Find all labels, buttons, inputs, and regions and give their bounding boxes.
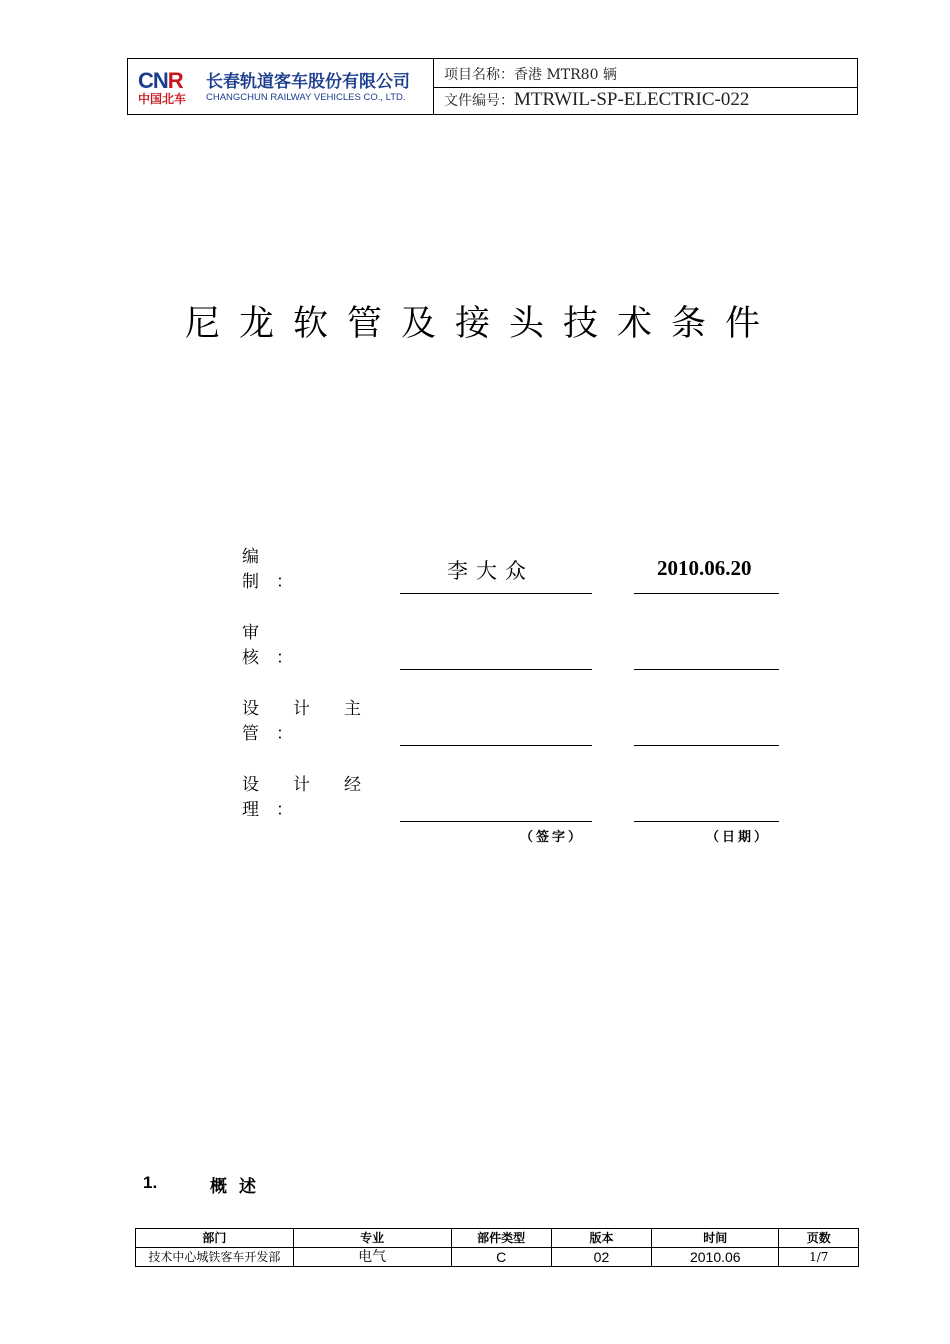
document-header xyxy=(127,58,858,115)
logo-company-cn: 长春轨道客车股份有限公司 xyxy=(206,72,410,92)
value-specialty: 电气 xyxy=(293,1248,451,1267)
signature-line xyxy=(400,669,592,670)
document-title: 尼龙软管及接头技术条件 xyxy=(184,304,779,344)
value-time: 2010.06 xyxy=(652,1248,779,1267)
date-line xyxy=(634,745,779,746)
header-version: 版本 xyxy=(551,1229,651,1248)
table-header-row xyxy=(136,1229,859,1248)
date-line xyxy=(634,669,779,670)
section-title: 概述 xyxy=(210,1177,268,1197)
section-number: 1. xyxy=(143,1173,158,1192)
company-logo xyxy=(128,59,434,114)
footer-info-table xyxy=(135,1228,859,1267)
project-value: 香港 MTR80 辆 xyxy=(514,67,617,83)
value-version: 02 xyxy=(551,1248,651,1267)
docno-value: MTRWIL-SP-ELECTRIC-022 xyxy=(514,89,750,110)
signature-line xyxy=(400,821,592,822)
date-line xyxy=(634,593,779,594)
date-caption: （日期） xyxy=(706,830,771,845)
sign-caption: （签字） xyxy=(520,830,585,845)
logo-cn-short: 中国北车 xyxy=(138,92,187,106)
header-specialty: 专业 xyxy=(293,1229,451,1248)
value-pages: 1/7 xyxy=(779,1248,859,1267)
header-part-type: 部件类型 xyxy=(451,1229,551,1248)
compiler-name: 李大众 xyxy=(447,559,534,583)
signature-line xyxy=(400,593,592,594)
header-time: 时间 xyxy=(652,1229,779,1248)
signature-line xyxy=(400,745,592,746)
compiler-date: 2010.06.20 xyxy=(657,556,752,580)
document-number-cell xyxy=(434,87,857,114)
project-name-cell xyxy=(434,59,857,88)
project-label: 项目名称： xyxy=(444,67,514,83)
value-department: 技术中心城铁客车开发部 xyxy=(136,1248,294,1267)
header-pages: 页数 xyxy=(779,1229,859,1248)
value-part-type: C xyxy=(451,1248,551,1267)
logo-company-en: CHANGCHUN RAILWAY VEHICLES CO., LTD. xyxy=(206,92,406,103)
cnr-logo-mark: CNR xyxy=(138,68,183,93)
docno-label: 文件编号： xyxy=(444,93,514,109)
header-department: 部门 xyxy=(136,1229,294,1248)
date-line xyxy=(634,821,779,822)
table-row xyxy=(136,1248,859,1267)
